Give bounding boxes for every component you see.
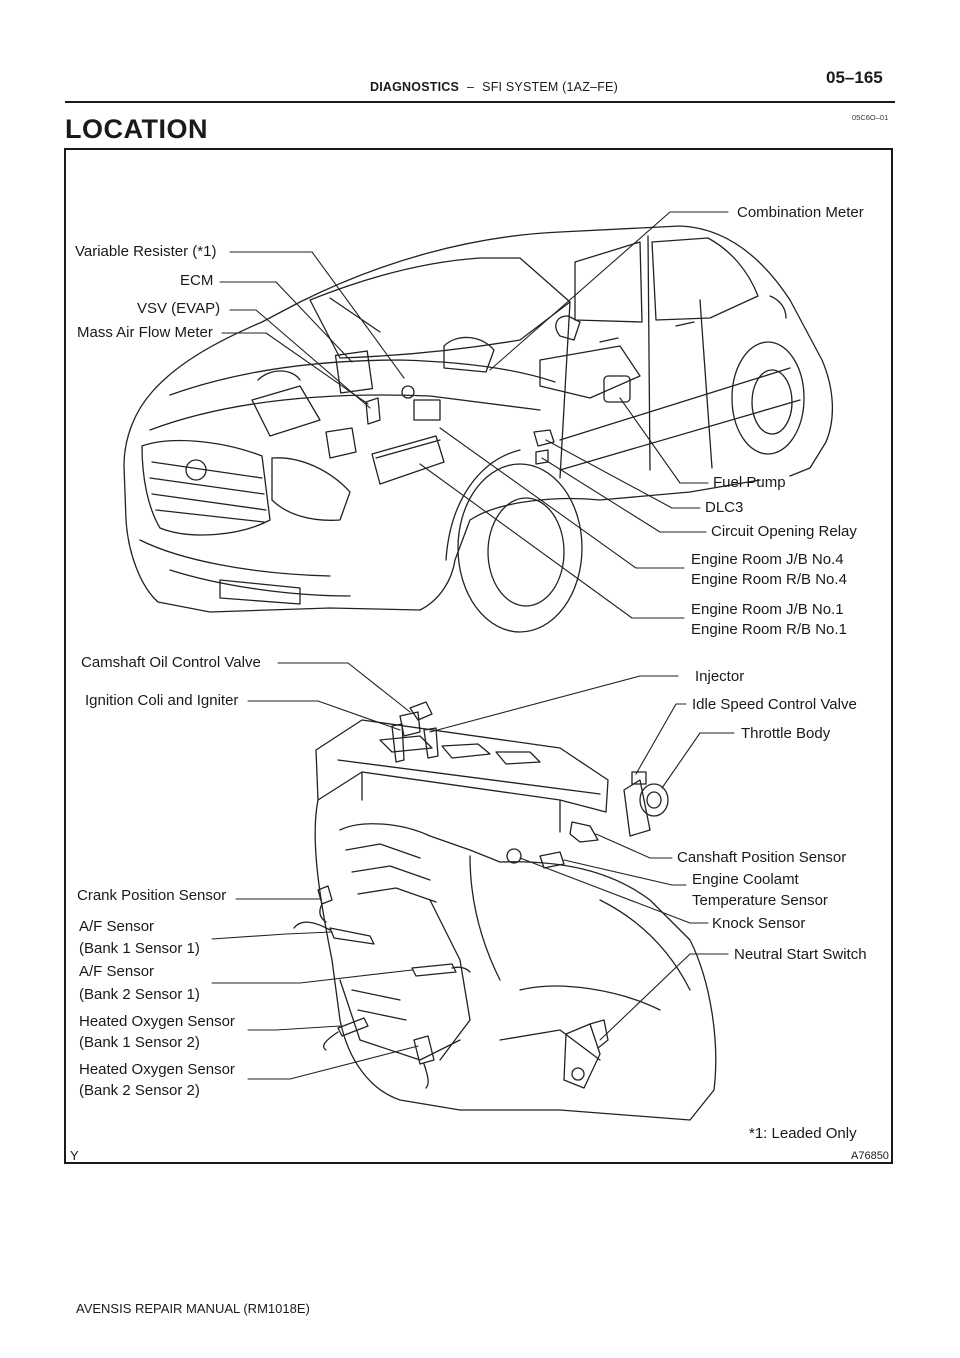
label-engine-room-rb-no4: Engine Room R/B No.4	[691, 571, 847, 588]
label-ecm: ECM	[180, 272, 214, 289]
label-camshaft-position-sensor: Canshaft Position Sensor	[677, 849, 847, 866]
leader-lines	[212, 212, 734, 1079]
label-ignition-coil-igniter: Ignition Coli and Igniter	[85, 692, 239, 709]
label-engine-coolant-temp-2: Temperature Sensor	[692, 892, 828, 909]
label-dlc3: DLC3	[705, 499, 744, 516]
label-engine-room-jb-no4: Engine Room J/B No.4	[691, 551, 844, 568]
label-engine-room-rb-no1: Engine Room R/B No.1	[691, 621, 847, 638]
label-neutral-start-switch: Neutral Start Switch	[734, 946, 867, 963]
label-engine-room-jb-no1: Engine Room J/B No.1	[691, 601, 844, 618]
fuel-pump-unit	[604, 376, 630, 402]
label-combination-meter: Combination Meter	[737, 204, 864, 221]
header-separator: –	[467, 80, 475, 94]
label-fuel-pump: Fuel Pump	[713, 474, 786, 491]
label-engine-coolant-temp-1: Engine Coolamt	[692, 871, 799, 888]
header-subsection: SFI SYSTEM (1AZ–FE)	[482, 80, 618, 94]
label-heated-oxygen-sensor-bank1-sub: (Bank 1 Sensor 2)	[79, 1034, 200, 1051]
label-variable-resister: Variable Resister (*1)	[75, 243, 217, 260]
figure-marker: Y	[70, 1148, 79, 1163]
label-af-sensor-bank1-sub: (Bank 1 Sensor 1)	[79, 940, 200, 957]
label-heated-oxygen-sensor-bank1: Heated Oxygen Sensor	[79, 1013, 235, 1030]
page-number: 05–165	[826, 68, 883, 87]
page-footer: AVENSIS REPAIR MANUAL (RM1018E)	[76, 1301, 310, 1316]
label-crank-position-sensor: Crank Position Sensor	[77, 887, 227, 904]
label-heated-oxygen-sensor-bank2: Heated Oxygen Sensor	[79, 1061, 235, 1078]
label-heated-oxygen-sensor-bank2-sub: (Bank 2 Sensor 2)	[79, 1082, 200, 1099]
label-knock-sensor: Knock Sensor	[712, 915, 806, 932]
figure-code: A76850	[851, 1150, 889, 1162]
label-circuit-opening-relay: Circuit Opening Relay	[711, 523, 857, 540]
label-af-sensor-bank2-sub: (Bank 2 Sensor 1)	[79, 986, 200, 1003]
label-af-sensor-bank2: A/F Sensor	[79, 963, 155, 980]
label-throttle-body: Throttle Body	[741, 725, 831, 742]
label-mass-air-flow-meter: Mass Air Flow Meter	[77, 324, 213, 341]
page-title: LOCATION	[65, 114, 208, 144]
label-injector: Injector	[695, 668, 745, 685]
figure-note: *1: Leaded Only	[749, 1125, 857, 1142]
label-camshaft-oil-control-valve: Camshaft Oil Control Valve	[81, 654, 261, 671]
label-af-sensor-bank1: A/F Sensor	[79, 918, 155, 935]
header-section: DIAGNOSTICS	[370, 80, 460, 94]
label-idle-speed-control-valve: Idle Speed Control Valve	[692, 696, 857, 713]
engine-drawing	[294, 702, 716, 1120]
document-id: 05C6O–01	[852, 113, 889, 122]
label-vsv-evap: VSV (EVAP)	[137, 300, 221, 317]
